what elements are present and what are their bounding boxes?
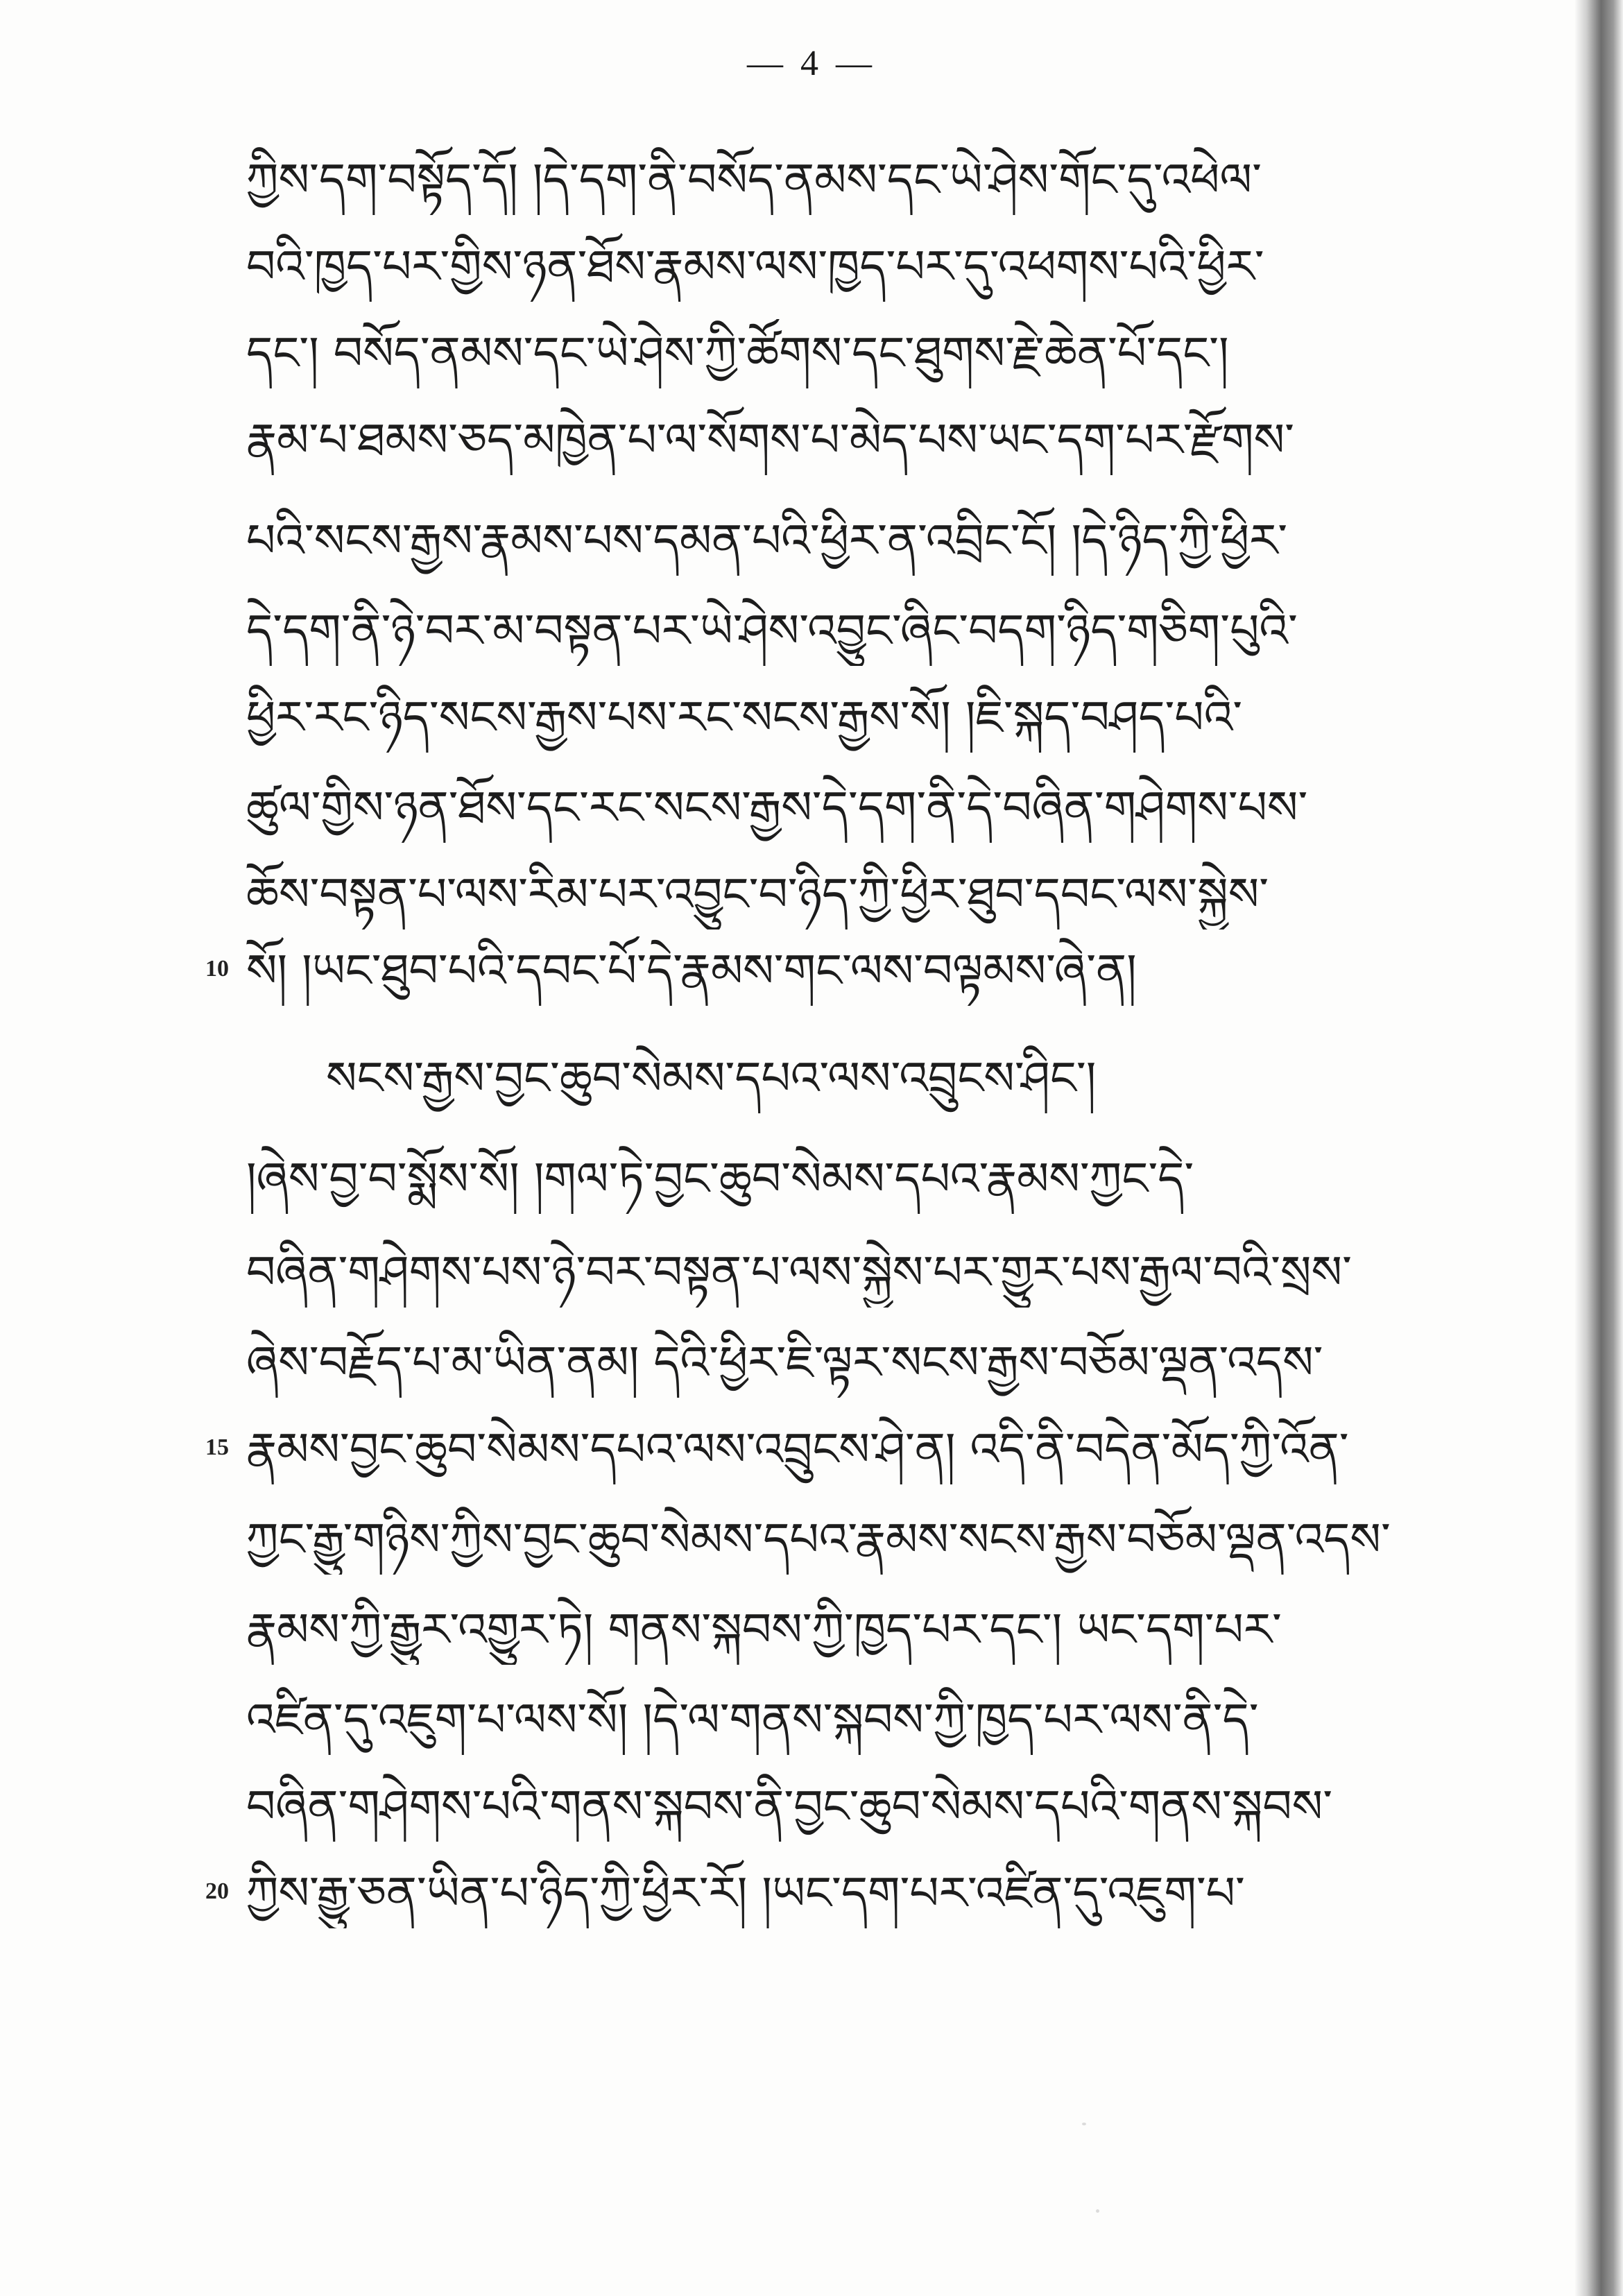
text-line-9: ཆོས་བསྟན་པ་ལས་རིམ་པར་འབྱུང་བ་ཉིད་ཀྱི་ཕྱིར་ཐུབ་དབང་ལས་སྐྱེས་ xyxy=(246,868,1269,921)
text-line-18: འཛིན་དུ་འཇུག་པ་ལས་སོ། །དེ་ལ་གནས་སྐབས་ཀྱི་ཁྱད་པར་ལས་ནི་དེ་ xyxy=(246,1693,1259,1747)
line-number-20: 20 xyxy=(205,1878,229,1904)
line-number-10: 10 xyxy=(205,956,229,982)
text-line-11-verse: སངས་རྒྱས་བྱང་ཆུབ་སེམས་དཔའ་ལས་འབྲུངས་ཤིང་། xyxy=(326,1052,1097,1105)
text-line-3: དང་། བསོད་ནམས་དང་ཡེ་ཤེས་ཀྱི་ཚོགས་དང་ཐུགས་རྗེ་ཆེན་པོ་དང་། xyxy=(246,327,1229,380)
page-gutter-edge xyxy=(1574,0,1623,2296)
text-line-8: ཚུལ་གྱིས་ཉན་ཐོས་དང་རང་སངས་རྒྱས་དེ་དག་ནི་དེ་བཞིན་གཤེགས་པས་ xyxy=(246,781,1308,834)
text-line-14: ཞེས་བརྗོད་པ་མ་ཡིན་ནམ། དེའི་ཕྱིར་ཇི་ལྟར་སངས་རྒྱས་བཅོམ་ལྡན་འདས་ xyxy=(246,1336,1323,1389)
text-line-17: རྣམས་ཀྱི་རྒྱུར་འགྱུར་ཏེ། གནས་སྐབས་ཀྱི་ཁྱད་པར་དང་། ཡང་དག་པར་ xyxy=(246,1603,1282,1656)
text-line-2: བའི་ཁྱད་པར་གྱིས་ཉན་ཐོས་རྣམས་ལས་ཁྱད་པར་དུ་འཕགས་པའི་ཕྱིར་ xyxy=(246,240,1264,293)
scan-speck xyxy=(1082,2123,1086,2125)
text-line-7: ཕྱིར་རང་ཉིད་སངས་རྒྱས་པས་རང་སངས་རྒྱས་སོ། །ཇི་སྐད་བཤད་པའི་ xyxy=(246,691,1243,744)
text-line-6: དེ་དག་ནི་ཉེ་བར་མ་བསྟན་པར་ཡེ་ཤེས་འབྱུང་ཞིང་བདག་ཉིད་གཅིག་པུའི་ xyxy=(246,604,1298,658)
scan-speck xyxy=(1096,2209,1099,2213)
text-line-16: ཀྱང་རྒྱུ་གཉིས་ཀྱིས་བྱང་ཆུབ་སེམས་དཔའ་རྣམས་སངས་རྒྱས་བཅོམ་ལྡན་འདས་ xyxy=(246,1513,1391,1566)
text-line-5: པའི་སངས་རྒྱས་རྣམས་པས་དམན་པའི་ཕྱིར་ན་འབྲིང་ངོ། །དེ་ཉིད་ཀྱི་ཕྱིར་ xyxy=(246,514,1288,567)
text-line-10: སོ། །ཡང་ཐུབ་པའི་དབང་པོ་དེ་རྣམས་གང་ལས་བལྟམས་ཞེ་ན། xyxy=(246,944,1137,997)
text-line-19: བཞིན་གཤེགས་པའི་གནས་སྐབས་ནི་བྱང་ཆུབ་སེམས་དཔའི་གནས་སྐབས་ xyxy=(246,1780,1333,1833)
text-line-1: ཀྱིས་དག་བསྟོད་དོ། །དེ་དག་ནི་བསོད་ནམས་དང་ཡེ་ཤེས་གོང་དུ་འཕེལ་ xyxy=(246,153,1262,207)
text-line-12: །ཞེས་བྱ་བ་སྨོས་སོ། །གལ་ཏེ་བྱང་ཆུབ་སེམས་དཔའ་རྣམས་ཀྱང་དེ་ xyxy=(246,1152,1194,1206)
page-number: — 4 — xyxy=(747,44,876,83)
text-line-15: རྣམས་བྱང་ཆུབ་སེམས་དཔའ་ལས་འབྲུངས་ཤེ་ན། འདི་ནི་བདེན་མོད་ཀྱི་འོན་ xyxy=(246,1423,1349,1476)
text-line-20: ཀྱིས་རྒྱུ་ཅན་ཡིན་པ་ཉིད་ཀྱི་ཕྱིར་རོ། །ཡང་དག་པར་འཛིན་དུ་འཇུག་པ་ xyxy=(246,1867,1245,1920)
text-line-4: རྣམ་པ་ཐམས་ཅད་མཁྱེན་པ་ལ་སོགས་པ་མེད་པས་ཡང་དག་པར་རྫོགས་ xyxy=(246,413,1295,467)
line-number-15: 15 xyxy=(205,1434,229,1460)
text-line-13: བཞིན་གཤེགས་པས་ཉེ་བར་བསྟན་པ་ལས་སྐྱེས་པར་གྱུར་པས་རྒྱལ་བའི་སྲས་ xyxy=(246,1246,1352,1299)
